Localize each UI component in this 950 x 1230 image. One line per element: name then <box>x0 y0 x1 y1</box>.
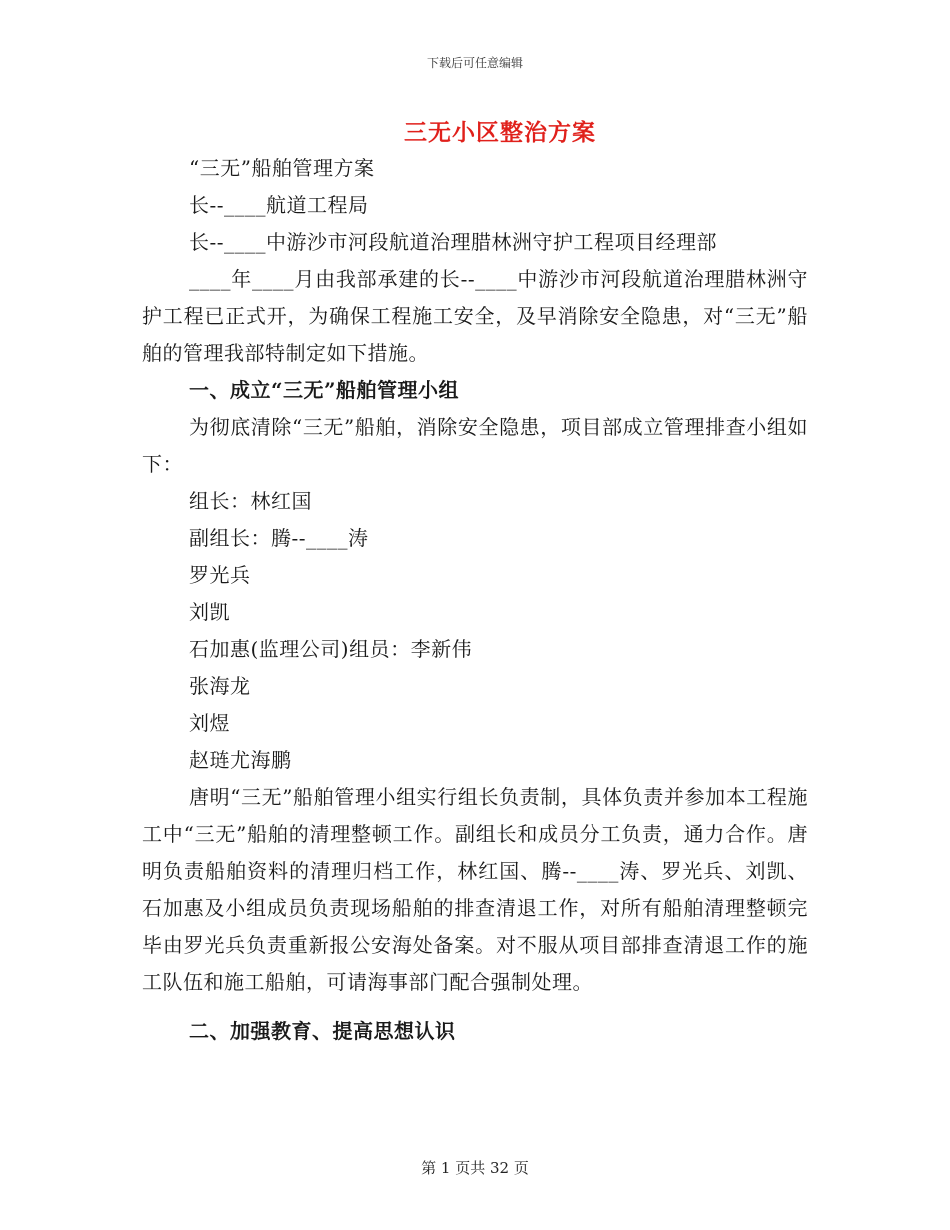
sender-line: 长--____中游沙市河段航道治理腊林洲守护工程项目经理部 <box>189 230 718 254</box>
member-line: 石加惠(监理公司)组员：李新伟 <box>189 637 473 661</box>
member-line: 刘煜 <box>189 711 230 735</box>
section-1-heading: 一、成立“三无”船舶管理小组 <box>189 378 460 402</box>
member-line: 组长：林红国 <box>189 489 312 513</box>
page-footer: 第 1 页共 32 页 <box>421 1159 529 1177</box>
member-line: 罗光兵 <box>189 563 251 587</box>
document-title: 三无小区整治方案 <box>404 119 596 146</box>
section-1-intro: 为彻底清除“三无”船舶，消除安全隐患，项目部成立管理排查小组如下： <box>142 415 808 476</box>
member-line: 刘凯 <box>189 600 230 624</box>
intro-paragraph: ____年____月由我部承建的长--____中游沙市河段航道治理腊林洲守护工程已正式开，为确保工程施工安全，及早消除安全隐患，对“三无”船舶的管理我部特制定如下措施。 <box>142 267 808 365</box>
header-note: 下载后可任意编辑 <box>426 56 523 70</box>
responsibility-paragraph: 唐明“三无”船舶管理小组实行组长负责制，具体负责并参加本工程施工中“三无”船舶的清理整顿工作。副组长和成员分工负责，通力合作。唐明负责船舶资料的清理归档工作，林红国、腾--____涛、罗光兵、刘凯、石加惠及小组成员负责现场船舶的排查清退工作，对所有船舶清理整顿完毕由罗光兵负责重新报公安海处备案。对不服从项目部排查清退工作的施工队伍和施工船舶，可请海事部门配合强制处理。 <box>142 785 808 994</box>
recipient-line: 长--____航道工程局 <box>189 193 369 217</box>
subtitle-line: “三无”船舶管理方案 <box>189 156 375 180</box>
member-line: 张海龙 <box>189 674 251 698</box>
member-line: 副组长：腾--____涛 <box>189 526 369 550</box>
section-2-heading: 二、加强教育、提高思想认识 <box>189 1019 456 1043</box>
member-line: 赵琏尤海鹏 <box>189 748 292 772</box>
document-body <box>142 150 808 1050</box>
